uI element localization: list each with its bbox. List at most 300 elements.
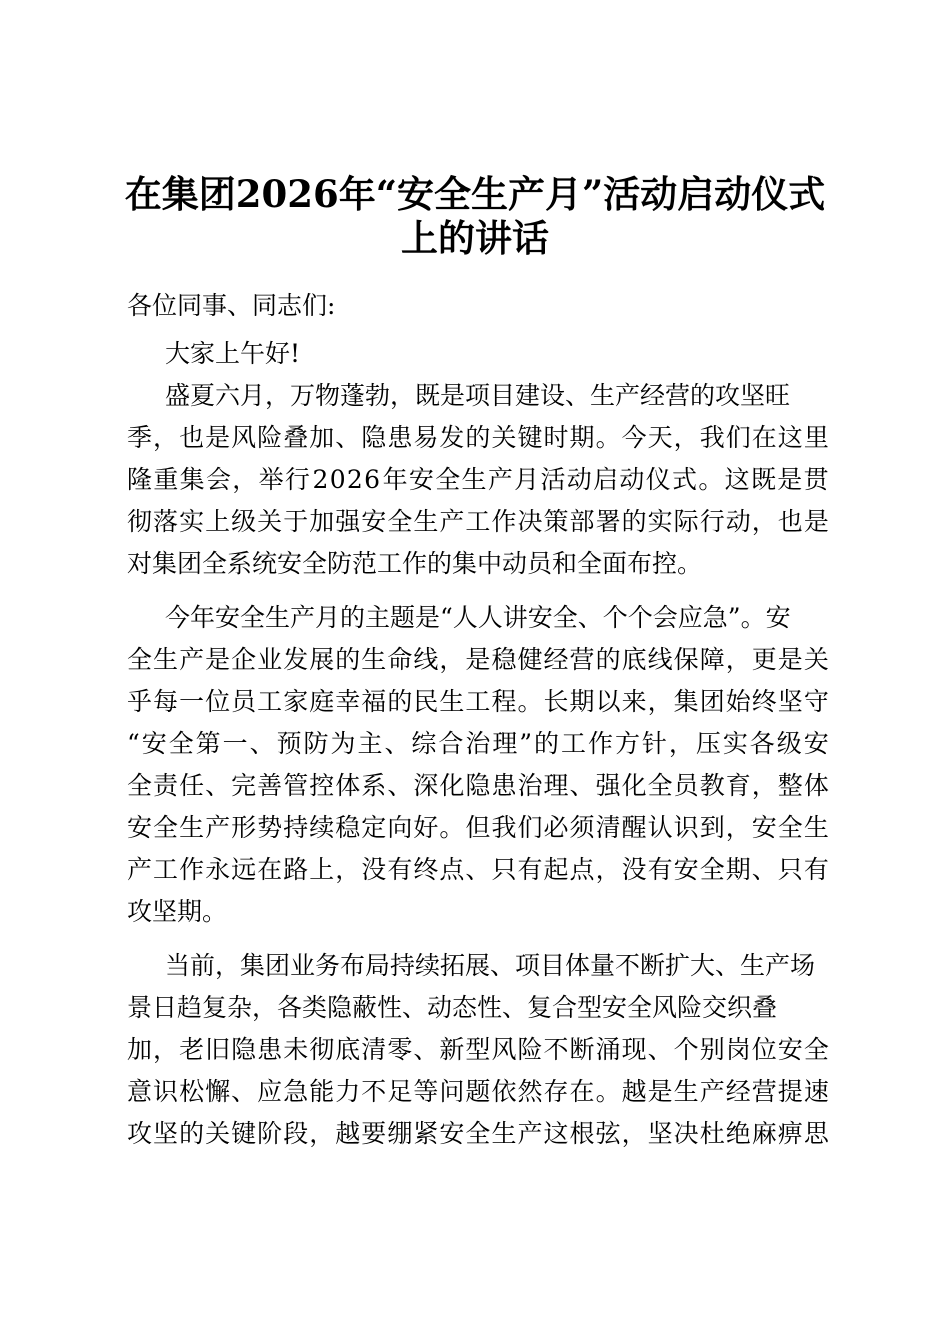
glyph: 足 <box>387 1077 413 1106</box>
glyph: 。 <box>698 465 724 494</box>
glyph: 、 <box>249 729 275 758</box>
glyph: 阶 <box>257 1119 283 1148</box>
glyph: 际 <box>673 507 699 536</box>
glyph: 位 <box>205 687 231 716</box>
glyph: 好 <box>413 813 439 842</box>
glyph: 形 <box>231 813 257 842</box>
glyph: 弦 <box>595 1119 621 1148</box>
glyph: 压 <box>695 729 721 758</box>
glyph: 能 <box>309 1077 335 1106</box>
glyph: 关 <box>205 1119 231 1148</box>
glyph: 全 <box>127 771 153 800</box>
glyph: 安 <box>673 855 699 884</box>
glyph: 懈 <box>205 1077 231 1106</box>
glyph: 发 <box>283 645 309 674</box>
glyph: 产 <box>439 507 465 536</box>
glyph: 要 <box>361 1119 387 1148</box>
glyph: 然 <box>517 1077 543 1106</box>
glyph: 治 <box>465 729 491 758</box>
glyph: 作 <box>179 855 205 884</box>
glyph: 主 <box>357 729 383 758</box>
glyph: 作 <box>587 729 613 758</box>
glyph: 加 <box>127 1035 153 1064</box>
glyph: 生 <box>461 465 487 494</box>
glyph: 风 <box>231 423 257 452</box>
glyph: 企 <box>231 645 257 674</box>
glyph: ， <box>153 1035 179 1064</box>
glyph: 化 <box>439 771 465 800</box>
glyph: 也 <box>777 507 803 536</box>
glyph: 动 <box>566 465 592 494</box>
glyph: 定 <box>361 813 387 842</box>
glyph: 一 <box>179 687 205 716</box>
glyph: 安 <box>408 465 434 494</box>
glyph: 全 <box>699 855 725 884</box>
glyph: 必 <box>543 813 569 842</box>
glyph: 发 <box>439 423 465 452</box>
glyph: 旧 <box>205 1035 231 1064</box>
glyph: 工 <box>153 855 179 884</box>
glyph: 集 <box>179 465 205 494</box>
glyph: 断 <box>569 1035 595 1064</box>
glyph: 教 <box>699 771 725 800</box>
glyph: 安 <box>361 507 387 536</box>
glyph: 整 <box>777 771 803 800</box>
glyph: 绝 <box>725 1119 751 1148</box>
glyph: 但 <box>465 813 491 842</box>
glyph: 险 <box>257 423 283 452</box>
glyph: 2 <box>312 465 329 494</box>
glyph: 程 <box>491 687 517 716</box>
glyph: 经 <box>543 645 569 674</box>
glyph: 底 <box>621 645 647 674</box>
glyph: ， <box>439 645 465 674</box>
glyph: 全 <box>127 645 153 674</box>
glyph: 合 <box>438 729 464 758</box>
glyph: 今 <box>621 423 647 452</box>
salutation: 各位同事、同志们: <box>127 291 336 320</box>
glyph: ， <box>232 465 258 494</box>
glyph: 存 <box>543 1077 569 1106</box>
glyph: 员 <box>673 771 699 800</box>
glyph: 更 <box>751 645 777 674</box>
paragraph-line <box>127 1116 829 1152</box>
paragraph-line: 当前，集团业务布局持续拓展、项目体量不断扩大、生产场 <box>165 951 816 980</box>
glyph: 型 <box>465 1035 491 1064</box>
paragraph-line: 对集团全系统安全防范工作的集中动员和全面布控。 <box>127 549 703 578</box>
glyph: 全 <box>465 1119 491 1148</box>
paragraph-line <box>127 684 829 720</box>
glyph: 保 <box>673 645 699 674</box>
glyph: 醒 <box>621 813 647 842</box>
glyph: 全 <box>168 729 194 758</box>
glyph: 产 <box>179 645 205 674</box>
glyph: 深 <box>413 771 439 800</box>
glyph: 乎 <box>127 687 153 716</box>
glyph: 级 <box>231 507 257 536</box>
glyph: 行 <box>284 465 310 494</box>
paragraph-line: 今年安全生产月的主题是“人人讲安全、个个会应急”。安 <box>165 603 791 632</box>
glyph: 、 <box>465 855 491 884</box>
glyph: 坚 <box>153 1119 179 1148</box>
glyph: 是 <box>205 423 231 452</box>
glyph: 、 <box>413 1035 439 1064</box>
glyph: 这 <box>724 465 750 494</box>
glyph: 攻 <box>127 1119 153 1148</box>
glyph: 、 <box>231 1077 257 1106</box>
glyph: 第 <box>195 729 221 758</box>
glyph: 等 <box>413 1077 439 1106</box>
glyph: ， <box>725 813 751 842</box>
glyph: 到 <box>699 813 725 842</box>
glyph: 决 <box>673 1119 699 1148</box>
glyph: 别 <box>699 1035 725 1064</box>
paragraph-line <box>127 726 829 762</box>
glyph: 0 <box>329 465 346 494</box>
glyph: 没 <box>621 855 647 884</box>
glyph: 展 <box>309 645 335 674</box>
glyph: 生 <box>361 645 387 674</box>
document-title-line-1: 在集团2026年“安全生产月”活动启动仪式 <box>124 172 826 216</box>
glyph: 风 <box>491 1035 517 1064</box>
glyph: ” <box>519 729 533 758</box>
glyph: 产 <box>127 855 153 884</box>
paragraph-line <box>127 504 829 540</box>
glyph: 策 <box>543 507 569 536</box>
glyph: 也 <box>179 423 205 452</box>
glyph: 险 <box>517 1035 543 1064</box>
glyph: 一 <box>222 729 248 758</box>
glyph: 新 <box>439 1035 465 1064</box>
glyph: 责 <box>153 771 179 800</box>
glyph: 点 <box>439 855 465 884</box>
glyph: 产 <box>487 465 513 494</box>
glyph: 终 <box>413 855 439 884</box>
glyph: 6 <box>364 465 380 494</box>
glyph: 起 <box>543 855 569 884</box>
glyph: 完 <box>231 771 257 800</box>
glyph: 业 <box>257 645 283 674</box>
glyph: 须 <box>569 813 595 842</box>
glyph: 式 <box>672 465 698 494</box>
glyph: 患 <box>491 771 517 800</box>
glyph: 工 <box>257 687 283 716</box>
glyph: 期 <box>569 687 595 716</box>
glyph: 路 <box>283 855 309 884</box>
glyph: 这 <box>777 423 803 452</box>
glyph: 稳 <box>491 645 517 674</box>
paragraph-line <box>127 420 829 456</box>
glyph: 强 <box>595 771 621 800</box>
glyph: 紧 <box>413 1119 439 1148</box>
glyph: 庭 <box>309 687 335 716</box>
paragraph-line: 盛夏六月，万物蓬勃，既是项目建设、生产经营的攻坚旺 <box>165 381 791 410</box>
glyph: 针 <box>641 729 667 758</box>
glyph: 意 <box>127 1077 153 1106</box>
glyph: 长 <box>543 687 569 716</box>
glyph: 麻 <box>751 1119 777 1148</box>
glyph: 在 <box>569 1077 595 1106</box>
glyph: 营 <box>569 645 595 674</box>
glyph: 提 <box>777 1077 803 1106</box>
glyph: 。 <box>595 1077 621 1106</box>
glyph: 问 <box>439 1077 465 1106</box>
glyph: 年 <box>382 465 408 494</box>
glyph: 福 <box>361 687 387 716</box>
glyph: 痹 <box>777 1119 803 1148</box>
glyph: 患 <box>387 423 413 452</box>
glyph: 。 <box>517 687 543 716</box>
glyph: 力 <box>335 1077 361 1106</box>
glyph: 的 <box>534 729 560 758</box>
glyph: ， <box>751 507 777 536</box>
glyph: 经 <box>725 1077 751 1106</box>
glyph: 落 <box>153 507 179 536</box>
glyph: 会 <box>205 465 231 494</box>
glyph: 彻 <box>309 1035 335 1064</box>
glyph: 键 <box>231 1119 257 1148</box>
glyph: 任 <box>179 771 205 800</box>
glyph: 安 <box>127 813 153 842</box>
glyph: 清 <box>595 813 621 842</box>
glyph: 守 <box>803 687 829 716</box>
document-title-line-2: 上的讲话 <box>401 216 549 260</box>
glyph: 始 <box>725 687 751 716</box>
glyph: 产 <box>205 813 231 842</box>
glyph: 全 <box>387 507 413 536</box>
glyph: 上 <box>309 855 335 884</box>
glyph: 部 <box>569 507 595 536</box>
glyph: 。 <box>439 813 465 842</box>
glyph: 隐 <box>361 423 387 452</box>
glyph: 加 <box>309 423 335 452</box>
glyph: 安 <box>439 1119 465 1148</box>
glyph: 动 <box>725 507 751 536</box>
glyph: 安 <box>141 729 167 758</box>
glyph: 产 <box>517 1119 543 1148</box>
paragraph-line <box>127 1032 829 1068</box>
glyph: 老 <box>179 1035 205 1064</box>
glyph: 生 <box>153 645 179 674</box>
glyph: 识 <box>673 813 699 842</box>
glyph: 急 <box>283 1077 309 1106</box>
glyph: 这 <box>543 1119 569 1148</box>
glyph: 现 <box>621 1035 647 1064</box>
glyph: 时 <box>543 423 569 452</box>
glyph: 级 <box>776 729 802 758</box>
glyph: 势 <box>257 813 283 842</box>
glyph: ， <box>647 687 673 716</box>
glyph: 永 <box>205 855 231 884</box>
glyph: 天 <box>647 423 673 452</box>
glyph: 只 <box>777 855 803 884</box>
glyph: 关 <box>257 507 283 536</box>
glyph: 我 <box>491 813 517 842</box>
glyph: 未 <box>283 1035 309 1064</box>
glyph: 生 <box>413 507 439 536</box>
glyph: 全 <box>647 771 673 800</box>
glyph: 、 <box>335 423 361 452</box>
glyph: 、 <box>647 1035 673 1064</box>
glyph: 易 <box>413 423 439 452</box>
paragraph-line <box>127 1074 829 1110</box>
glyph: 关 <box>803 645 829 674</box>
glyph: 安 <box>803 729 829 758</box>
glyph: 在 <box>257 855 283 884</box>
glyph: 每 <box>153 687 179 716</box>
glyph: 产 <box>699 1077 725 1106</box>
glyph: ， <box>595 855 621 884</box>
glyph: 没 <box>361 855 387 884</box>
glyph: 既 <box>750 465 776 494</box>
glyph: 为 <box>330 729 356 758</box>
glyph: 的 <box>335 645 361 674</box>
glyph: 患 <box>257 1035 283 1064</box>
glyph: 远 <box>231 855 257 884</box>
glyph: 线 <box>413 645 439 674</box>
glyph: ， <box>751 771 777 800</box>
glyph: 越 <box>621 1077 647 1106</box>
glyph: 、 <box>387 771 413 800</box>
glyph: 是 <box>803 507 829 536</box>
glyph: 启 <box>593 465 619 494</box>
greeting: 大家上午好! <box>165 339 301 368</box>
glyph: 岗 <box>725 1035 751 1064</box>
glyph: 全 <box>435 465 461 494</box>
glyph: 松 <box>179 1077 205 1106</box>
glyph: 不 <box>361 1077 387 1106</box>
glyph: ， <box>673 423 699 452</box>
glyph: 是 <box>777 465 803 494</box>
glyph: 的 <box>621 507 647 536</box>
glyph: 的 <box>387 687 413 716</box>
glyph: 生 <box>439 687 465 716</box>
glyph: 键 <box>517 423 543 452</box>
glyph: 是 <box>465 645 491 674</box>
glyph: 生 <box>491 1119 517 1148</box>
glyph: 集 <box>673 687 699 716</box>
glyph: 是 <box>647 1077 673 1106</box>
glyph: 方 <box>614 729 640 758</box>
glyph: 绷 <box>387 1119 413 1148</box>
glyph: 里 <box>803 423 829 452</box>
paragraph-line <box>127 852 829 888</box>
glyph: 依 <box>491 1077 517 1106</box>
glyph: 、 <box>751 855 777 884</box>
glyph: 续 <box>309 813 335 842</box>
glyph: 隐 <box>231 1035 257 1064</box>
glyph: 、 <box>384 729 410 758</box>
glyph: 实 <box>647 507 673 536</box>
glyph: 思 <box>803 1119 829 1148</box>
glyph: 举 <box>258 465 284 494</box>
glyph: 实 <box>179 507 205 536</box>
glyph: 体 <box>335 771 361 800</box>
glyph: 工 <box>561 729 587 758</box>
glyph: 期 <box>569 423 595 452</box>
paragraph-line <box>127 768 829 804</box>
glyph: 根 <box>569 1119 595 1148</box>
paragraph-line <box>127 810 829 846</box>
glyph: 越 <box>335 1119 361 1148</box>
glyph: 善 <box>257 771 283 800</box>
glyph: “ <box>127 729 140 758</box>
glyph: 强 <box>335 507 361 536</box>
glyph: 以 <box>595 687 621 716</box>
glyph: 坚 <box>647 1119 673 1148</box>
glyph: 速 <box>803 1077 829 1106</box>
glyph: 于 <box>283 507 309 536</box>
glyph: 各 <box>749 729 775 758</box>
glyph: ， <box>309 1119 335 1148</box>
glyph: 。 <box>595 423 621 452</box>
glyph: 只 <box>491 855 517 884</box>
glyph: 个 <box>673 1035 699 1064</box>
paragraph-line: 景日趋复杂，各类隐蔽性、动态性、复合型安全风险交织叠 <box>127 993 778 1022</box>
glyph: 工 <box>465 507 491 536</box>
glyph: 零 <box>387 1035 413 1064</box>
glyph: 涌 <box>595 1035 621 1064</box>
glyph: 健 <box>517 645 543 674</box>
glyph: 隆 <box>127 465 153 494</box>
glyph: 加 <box>309 507 335 536</box>
glyph: 幸 <box>335 687 361 716</box>
glyph: 关 <box>491 423 517 452</box>
glyph: ， <box>725 645 751 674</box>
glyph: 管 <box>283 771 309 800</box>
glyph: 预 <box>276 729 302 758</box>
glyph: 治 <box>517 771 543 800</box>
glyph: 月 <box>514 465 540 494</box>
glyph: 综 <box>411 729 437 758</box>
glyph: 的 <box>595 645 621 674</box>
glyph: 不 <box>543 1035 569 1064</box>
glyph: 活 <box>540 465 566 494</box>
glyph: 应 <box>257 1077 283 1106</box>
glyph: 营 <box>751 1077 777 1106</box>
glyph: 安 <box>751 813 777 842</box>
glyph: ， <box>153 423 179 452</box>
glyph: 季 <box>127 423 153 452</box>
glyph: 家 <box>283 687 309 716</box>
glyph: 彻 <box>127 507 153 536</box>
glyph: 安 <box>777 1035 803 1064</box>
glyph: 段 <box>283 1119 309 1148</box>
glyph: 全 <box>153 813 179 842</box>
glyph: ， <box>621 1119 647 1148</box>
glyph: 署 <box>595 507 621 536</box>
glyph: 有 <box>517 855 543 884</box>
glyph: 2 <box>346 465 363 494</box>
glyph: 理 <box>543 771 569 800</box>
glyph: 系 <box>361 771 387 800</box>
glyph: 生 <box>179 813 205 842</box>
glyph: 上 <box>205 507 231 536</box>
paragraph-line: 攻坚期。 <box>127 897 228 926</box>
glyph: 持 <box>283 813 309 842</box>
glyph: 们 <box>725 423 751 452</box>
glyph: 民 <box>413 687 439 716</box>
glyph: 识 <box>153 1077 179 1106</box>
glyph: ， <box>335 855 361 884</box>
glyph: 员 <box>231 687 257 716</box>
glyph: 、 <box>569 771 595 800</box>
glyph: 防 <box>303 729 329 758</box>
glyph: 作 <box>491 507 517 536</box>
glyph: 底 <box>335 1035 361 1064</box>
glyph: 生 <box>673 1077 699 1106</box>
glyph: 有 <box>647 855 673 884</box>
